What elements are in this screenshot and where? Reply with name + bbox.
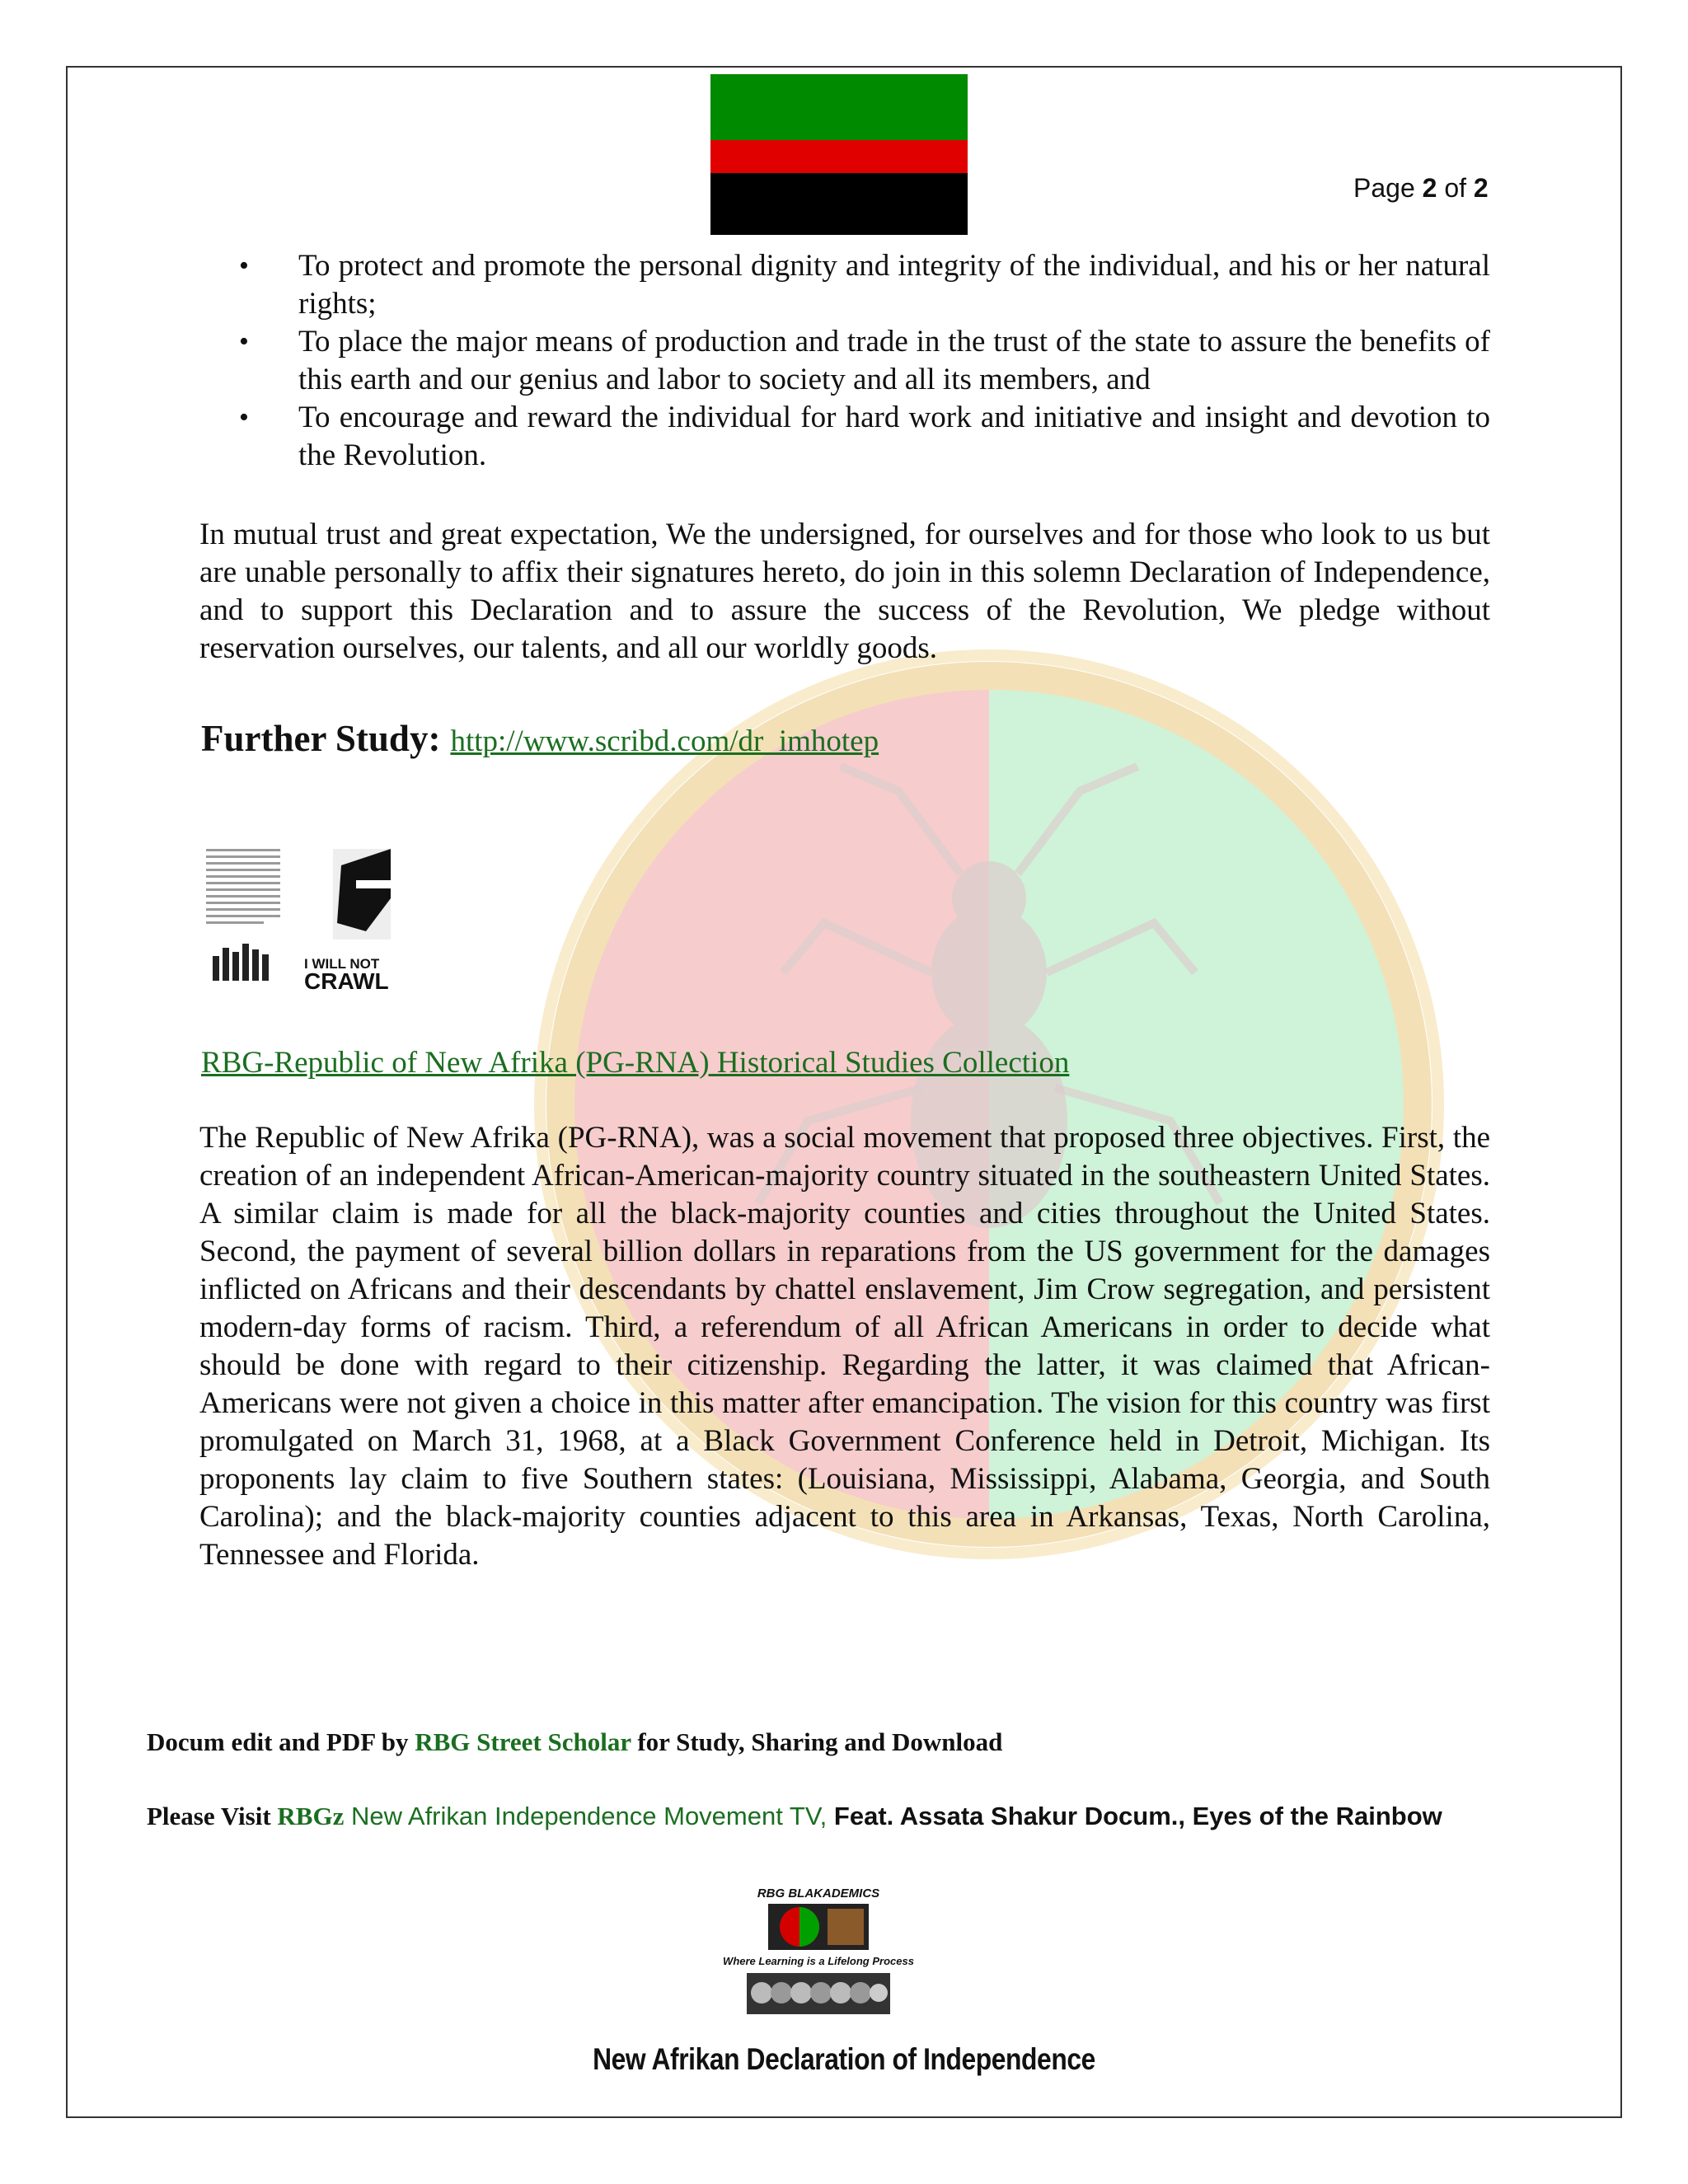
svg-text:Where Learning is a Lifelong P: Where Learning is a Lifelong Process bbox=[723, 1955, 914, 1967]
page-number: Page 2 of 2 bbox=[1353, 173, 1489, 203]
further-study bbox=[201, 717, 879, 760]
visit-line: Please Visit RBGz New Afrikan Independence Movement TV, Feat. Assata Shakur Docum., Eyes of the Rainbow bbox=[147, 1802, 1442, 1830]
rbg-blakademics-logo bbox=[669, 1884, 968, 2024]
pan-african-flag bbox=[710, 74, 968, 235]
portraits-strip-icon bbox=[747, 1973, 890, 2014]
book-thumbnails[interactable] bbox=[201, 832, 391, 993]
bullets-graphic-icon bbox=[213, 944, 269, 981]
rna-paragraph: The Republic of New Afrika (PG-RNA), was a social movement that proposed three objectives. First, the creation of an independent African-American-majority country situated in the southeastern United States. A similar claim is made for all the black-majority counties and cities throughout the United States. Second, the payment of several billion dollars in reparations from the US government for the damages inflicted on Africans and their descendants by chattel enslavement, Jim Crow segregation, and persistent modern-day forms of racism. Third, a referendum of all African Americans in order to decide what should be done with regard to their citizenship. Regarding the latter, it was claimed that African-Americans were not given a choice in this matter after emancipation. The vision for this country was first promulgated on March 31, 1968, at a Black Government Conference held in Detroit, Michigan. Its proponents lay claim to five Southern states: (Louisiana, Mississippi, Alabama, Georgia, and South Carolina); and the black-majority counties adjacent to this area in Arkansas, Texas, North Carolina, Tennessee and Florida. bbox=[199, 1121, 1490, 1572]
list-item: • To protect and promote the personal dignity and integrity of the individual, and his or her natural rights; bbox=[239, 247, 1490, 323]
document-thumbnail bbox=[206, 849, 280, 924]
list-item: • To encourage and reward the individual for hard work and initiative and insight and devotion to the Revolution. bbox=[239, 399, 1490, 475]
scribd-link[interactable]: http://www.scribd.com/dr_imhotep bbox=[450, 724, 879, 758]
collection-link[interactable]: RBG-Republic of New Afrika (PG-RNA) Historical Studies Collection bbox=[201, 1046, 1070, 1080]
list-item: • To place the major means of production and trade in the trust of the state to assure the benefits of this earth and our genius and labor to society and all its members, and bbox=[239, 323, 1490, 399]
rbg-street-scholar-link[interactable]: RBG Street Scholar bbox=[415, 1727, 631, 1756]
credit-line: Docum edit and PDF by RBG Street Scholar for Study, Sharing and Download bbox=[147, 1727, 1003, 1756]
pledge-paragraph: In mutual trust and great expectation, We the undersigned, for ourselves and for those who look to us but are unable personally to affix their signatures hereto, do join in this solemn Declaration of Independence, and to support this Declaration and to assure the success of the Revolution, We pledge without reservation ourselves, our talents, and all our worldly goods. bbox=[199, 518, 1490, 665]
footer-title: New Afrikan Declaration of Independence bbox=[593, 2042, 1095, 2076]
svg-text:CRAWL: CRAWL bbox=[304, 968, 389, 993]
rbg-emblem-icon bbox=[768, 1904, 869, 1950]
svg-text:I WILL NOT: I WILL NOT bbox=[304, 956, 380, 972]
further-study-label: Further Study: bbox=[201, 718, 441, 759]
movement-tv-link[interactable]: New Afrikan Independence Movement TV bbox=[344, 1802, 820, 1830]
svg-text:RBG BLAKADEMICS: RBG BLAKADEMICS bbox=[757, 1886, 880, 1900]
objectives-list bbox=[239, 247, 1490, 475]
portrait-thumbnail bbox=[333, 849, 391, 940]
